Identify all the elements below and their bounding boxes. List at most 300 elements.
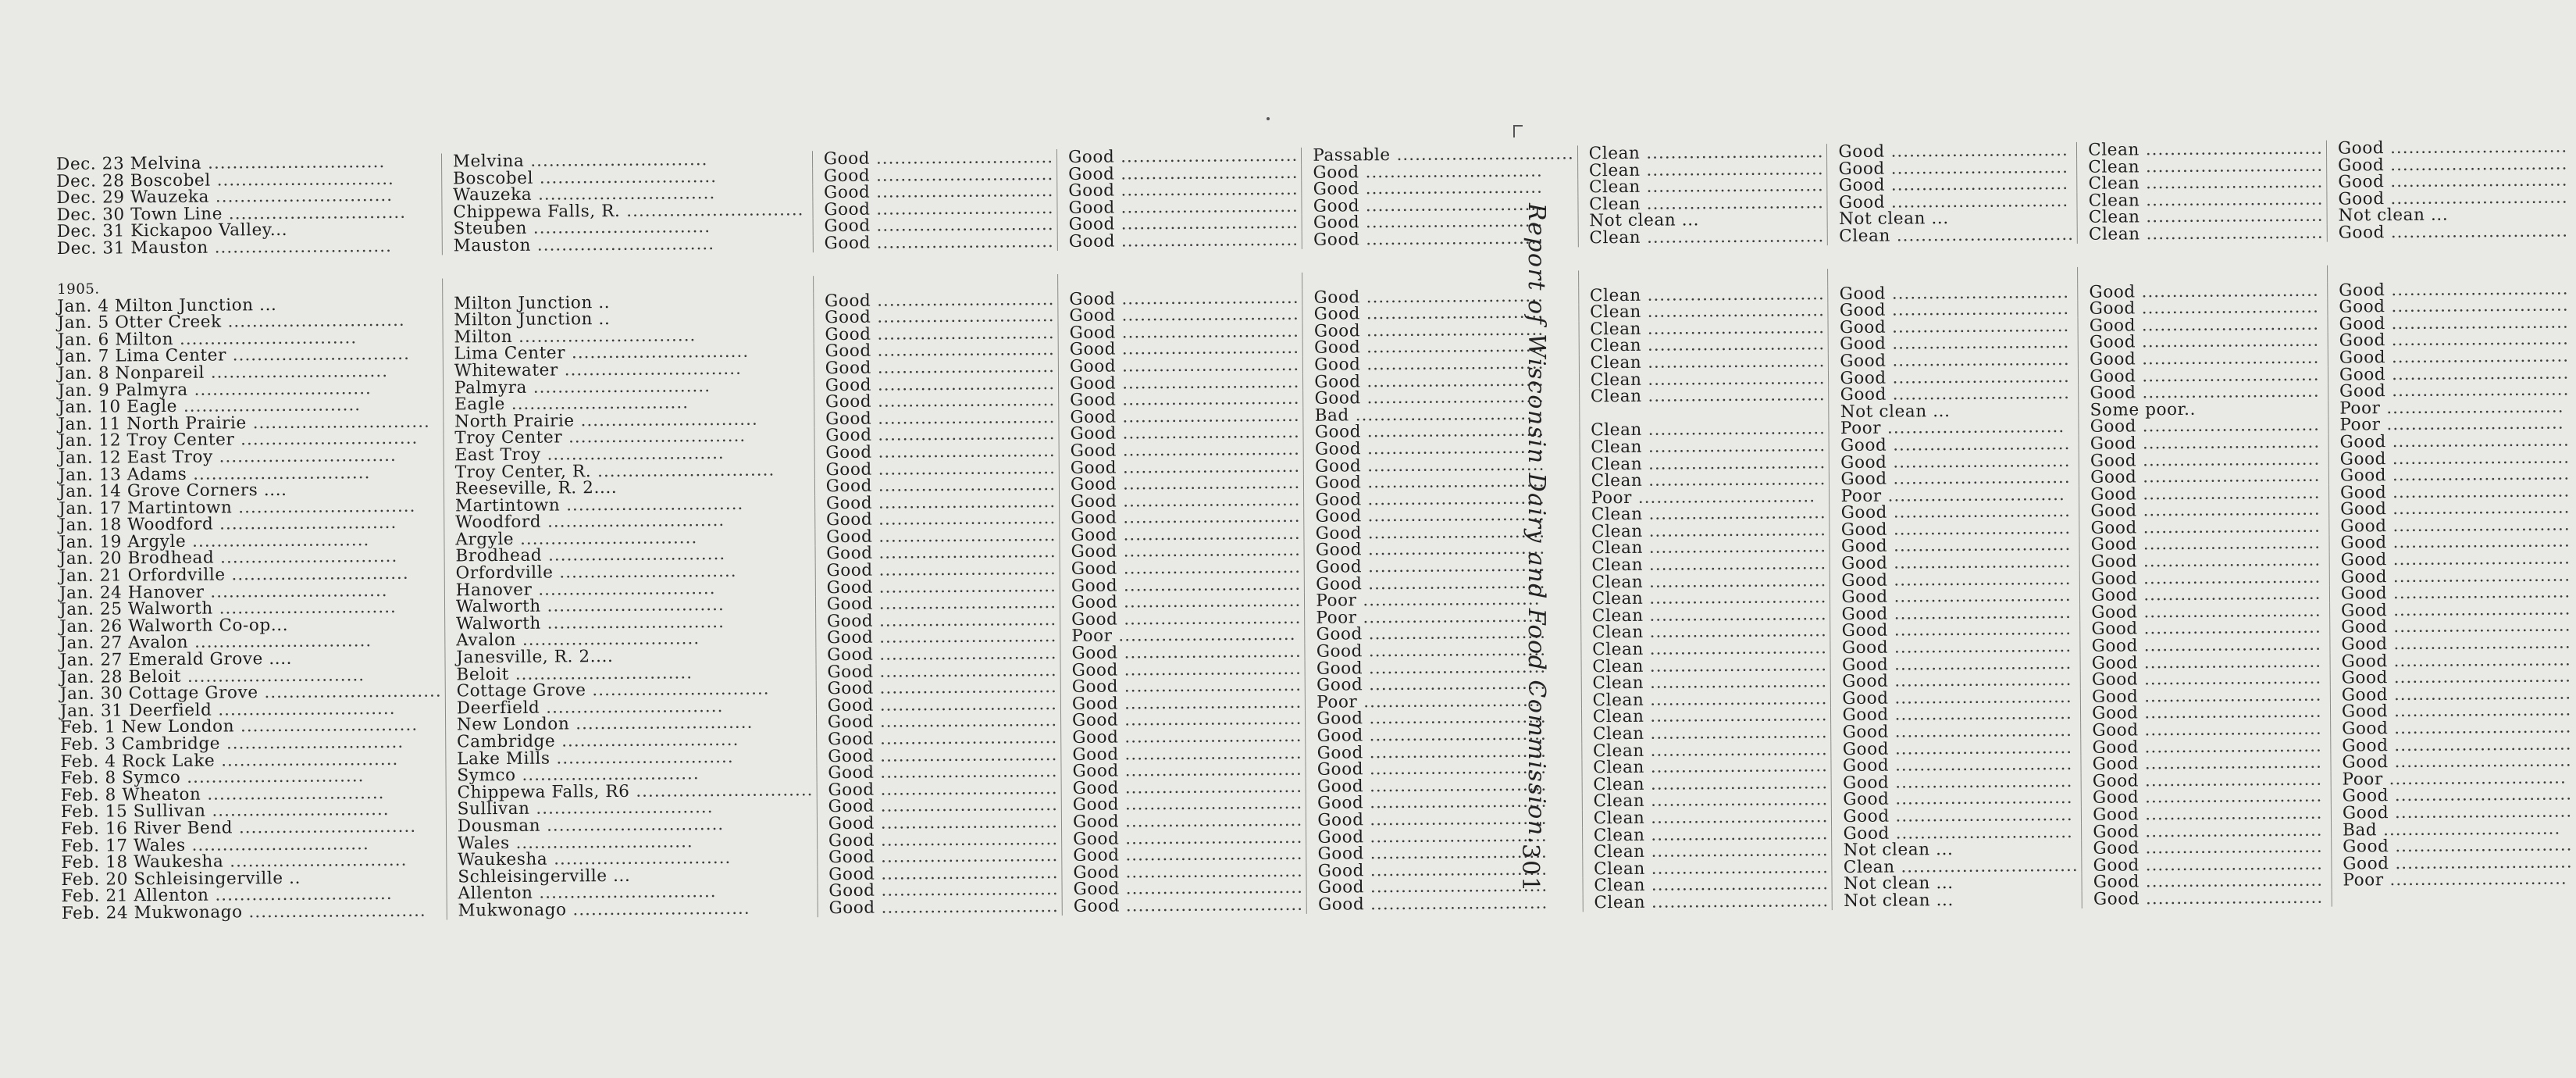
post-office: Chippewa Falls, R6 ..... (457, 782, 813, 801)
rating-5: Poor ..... (1840, 487, 2075, 505)
rating-4: Clean ..... (1591, 471, 1826, 490)
rating-3: Good ..... (1317, 659, 1578, 677)
rating-3: Bad ..... (1315, 405, 1577, 424)
rating-1: Good ..... (828, 865, 1058, 883)
rating-4: Clean ..... (1592, 657, 1827, 676)
post-office: Symco ..... (457, 765, 813, 784)
rating-7-cell (2327, 223, 2571, 241)
post-office: Boscobel ..... (453, 168, 809, 187)
rating-3: Poor ..... (1317, 692, 1578, 711)
rating-4: Clean ..... (1589, 177, 1824, 196)
rating-5: Good ..... (1842, 672, 2077, 691)
post-office: Wauzeka ..... (453, 184, 809, 204)
rating-7: Poor ..... (2339, 416, 2569, 434)
rating-4: Clean ..... (1592, 573, 1827, 591)
rating-5: Not clean ... (1840, 401, 1951, 422)
rating-7: Good ..... (2340, 500, 2570, 519)
rating-4: Clean ..... (1592, 589, 1827, 608)
factory-date-name: Jan. 14 Grove Corners .... (58, 480, 287, 502)
post-office: Argyle ..... (455, 529, 811, 548)
factory-date-name: Jan. 11 North Prairie ..... (58, 413, 440, 433)
rating-3: Good ..... (1315, 473, 1577, 491)
rating-2: Good ..... (1069, 232, 1299, 251)
rating-1: Good ..... (825, 234, 1054, 252)
rating-4: Clean ..... (1592, 640, 1827, 659)
rating-2: Good ..... (1071, 458, 1300, 477)
rating-6: Good ..... (2090, 384, 2325, 402)
rating-4: Clean ..... (1589, 144, 1824, 162)
rating-4-cell (1583, 893, 1833, 912)
post-office: Orfordville ..... (456, 562, 812, 582)
rating-1: Good ..... (828, 814, 1058, 833)
rating-4: Clean ..... (1593, 775, 1828, 794)
rating-7: Good ..... (2342, 736, 2571, 755)
rating-4: Clean ..... (1591, 353, 1826, 372)
rating-5: Good ..... (1842, 621, 2077, 640)
rating-3: Good ..... (1315, 490, 1577, 509)
factory-date-name: Jan. 24 Hanover ..... (59, 582, 441, 601)
rating-3: Good ..... (1315, 456, 1577, 475)
rating-5: Good ..... (1838, 142, 2073, 161)
rating-1-cell (818, 898, 1062, 917)
rating-6: Good ..... (2093, 771, 2328, 790)
rating-5: Poor ..... (1840, 419, 2075, 437)
rating-2: Good ..... (1073, 762, 1302, 780)
rating-6: Good ..... (2090, 502, 2325, 520)
rating-2: Good ..... (1071, 576, 1301, 595)
post-office: Wales ..... (458, 833, 814, 852)
rating-1: Good ..... (826, 477, 1056, 495)
rating-7: Good ..... (2338, 173, 2567, 191)
rating-1: Good ..... (827, 578, 1056, 597)
factory-date-name: Jan. 12 East Troy ..... (59, 447, 440, 466)
rating-5: Good ..... (1840, 368, 2075, 387)
rating-2: Good ..... (1071, 441, 1300, 460)
rating-1: Good ..... (827, 662, 1056, 681)
rating-3: Passable ..... (1313, 145, 1574, 164)
rating-3: Good ..... (1317, 676, 1578, 694)
factory-date-name: Jan. 19 Argyle ..... (59, 531, 440, 551)
rating-6: Good ..... (2090, 434, 2325, 453)
rating-3: Good ..... (1314, 372, 1576, 391)
rating-7: Poor ..... (2343, 871, 2572, 890)
rating-1: Good ..... (825, 325, 1054, 344)
rating-4: Clean ..... (1593, 708, 1828, 726)
factory-date-name: Jan. 6 Milton ..... (58, 329, 440, 348)
rating-3: Good ..... (1314, 287, 1576, 306)
rating-5: Good ..... (1844, 823, 2079, 842)
rating-3: Good ..... (1317, 776, 1579, 795)
rating-5: Good ..... (1843, 790, 2078, 808)
rating-6: Clean ..... (2089, 225, 2324, 244)
rating-1: Good ..... (826, 527, 1056, 546)
rating-4: Clean ..... (1594, 859, 1829, 878)
factory-date-name: Feb. 4 Rock Lake ..... (60, 751, 442, 770)
rating-1: Good ..... (826, 494, 1056, 512)
factory-date-name: Dec. 23 Melvina ..... (56, 154, 438, 173)
rating-4: Clean ..... (1594, 893, 1829, 912)
rating-4: Clean ..... (1591, 387, 1826, 405)
rating-4: Clean ..... (1590, 302, 1825, 321)
rating-2-cell (1057, 232, 1302, 251)
rating-3: Good ..... (1313, 162, 1574, 181)
rating-4: Clean ..... (1589, 228, 1824, 247)
rating-6: Good ..... (2090, 417, 2325, 436)
rating-1: Good ..... (825, 359, 1055, 377)
rating-2: Good ..... (1072, 677, 1302, 696)
rating-3: Good ..... (1313, 180, 1575, 198)
rating-6: Good ..... (2093, 822, 2328, 841)
post-office: Melvina ..... (453, 151, 809, 170)
factory-date-name: Jan. 12 Troy Center ..... (58, 430, 440, 450)
factory-date-name: Feb. 16 River Bend ..... (61, 819, 443, 838)
rating-6: Clean ..... (2088, 141, 2323, 159)
post-office: Allenton ..... (458, 883, 814, 903)
rating-7: Good ..... (2340, 432, 2570, 451)
rating-3: Good ..... (1314, 355, 1576, 373)
rating-4: Clean ..... (1591, 455, 1826, 473)
rating-5: Good ..... (1842, 638, 2077, 657)
rating-6: Good ..... (2090, 451, 2325, 469)
rating-2: Good ..... (1071, 492, 1300, 511)
rating-3: Good ..... (1314, 338, 1576, 357)
rating-6: Good ..... (2090, 468, 2325, 487)
rating-1: Good ..... (828, 898, 1058, 917)
rating-7: Good ..... (2342, 719, 2571, 738)
rating-7: Good ..... (2339, 280, 2568, 299)
rating-2: Good ..... (1070, 424, 1299, 443)
rating-2: Good ..... (1073, 795, 1302, 814)
rating-3: Good ..... (1316, 557, 1577, 576)
factory-date-name: Feb. 17 Wales ..... (61, 835, 443, 855)
rating-5: Good ..... (1840, 469, 2075, 488)
factory-date-name: Jan. 26 Walworth Co-op... (59, 615, 289, 637)
factory-date-name: Feb. 8 Wheaton ..... (61, 784, 443, 804)
rating-3: Good ..... (1318, 878, 1580, 897)
rating-5: Good ..... (1841, 554, 2076, 573)
rating-5: Good ..... (1840, 352, 2075, 370)
rating-4: Clean ..... (1592, 623, 1827, 642)
rating-5-cell (1832, 858, 2082, 876)
rating-1: Good ..... (828, 881, 1058, 900)
factory-date-name: Jan. 25 Walworth ..... (59, 599, 441, 619)
rating-4: Clean ..... (1589, 161, 1824, 180)
rating-3: Good ..... (1314, 321, 1576, 340)
rating-2: Good ..... (1069, 289, 1299, 308)
inspection-table (53, 138, 2576, 922)
december-rows (53, 138, 2571, 257)
rating-3: Poor ..... (1316, 591, 1577, 610)
rating-3: Good ..... (1317, 827, 1579, 846)
rating-2: Good ..... (1071, 526, 1300, 544)
post-office: Cottage Grove ..... (457, 680, 813, 700)
post-office: Reeseville, R. 2.... (454, 478, 618, 499)
factory-date-name: Feb. 20 Schleisingerville .. (61, 868, 301, 890)
rating-4-cell (1578, 228, 1828, 247)
rating-3: Poor ..... (1316, 608, 1577, 626)
rating-6: Good ..... (2091, 619, 2326, 638)
rating-3: Good ..... (1313, 196, 1575, 215)
rating-3: Good ..... (1318, 894, 1580, 913)
rating-4: Poor ..... (1591, 488, 1826, 507)
rating-3: Good ..... (1318, 844, 1580, 863)
post-office: Beloit ..... (456, 664, 812, 684)
rating-3: Good ..... (1316, 523, 1577, 542)
rating-7: Good ..... (2340, 516, 2570, 535)
rating-2: Good ..... (1071, 610, 1301, 629)
rating-7: Good ..... (2341, 635, 2571, 654)
post-office: Hanover ..... (456, 580, 812, 599)
rating-4: Clean ..... (1593, 758, 1828, 776)
rating-5: Good ..... (1840, 301, 2075, 319)
post-office: Milton Junction .. (454, 292, 611, 313)
rating-6: Good ..... (2091, 552, 2326, 571)
factory-date-name: Jan. 27 Avalon ..... (59, 633, 441, 652)
post-office: New London ..... (457, 715, 813, 734)
rating-5: Good ..... (1840, 318, 2075, 337)
rating-7: Good ..... (2341, 584, 2571, 603)
rating-6: Good ..... (2092, 704, 2327, 723)
rating-1: Good ..... (824, 183, 1053, 202)
rating-6-cell (2077, 225, 2327, 244)
rating-2: Good ..... (1068, 148, 1298, 166)
rating-6: Good ..... (2093, 890, 2328, 908)
rating-2: Good ..... (1070, 373, 1299, 392)
rating-3: Good ..... (1313, 213, 1575, 232)
post-office: Schleisingerville ... (458, 866, 631, 887)
post-office: Dousman ..... (458, 816, 814, 835)
rating-5: Good ..... (1843, 740, 2078, 759)
rating-7: Good ..... (2341, 618, 2571, 637)
factory-date-name: Feb. 24 Mukwonago ..... (62, 902, 444, 922)
rating-2: Good ..... (1071, 593, 1301, 612)
rating-5-cell (1833, 891, 2083, 910)
rating-7: Good ..... (2343, 803, 2572, 822)
post-office: Whitewater ..... (454, 360, 811, 380)
rating-6: Good ..... (2093, 873, 2328, 891)
rating-2: Good ..... (1073, 812, 1302, 831)
rating-4: Clean ..... (1593, 691, 1828, 709)
rating-6: Good ..... (2092, 653, 2327, 672)
rating-1: Good ..... (825, 392, 1055, 411)
rating-1: Good ..... (824, 216, 1053, 235)
rating-5: Good ..... (1839, 193, 2074, 212)
rating-5-cell (1832, 874, 2082, 893)
rating-2: Poor ..... (1071, 626, 1301, 645)
rating-6: Good ..... (2093, 788, 2328, 807)
rating-3: Good ..... (1317, 760, 1579, 779)
rating-7: Good ..... (2339, 348, 2569, 366)
rating-6: Good ..... (2090, 299, 2325, 318)
rating-1: Good ..... (824, 149, 1053, 168)
rating-2: Good ..... (1069, 215, 1299, 234)
rating-5: Good ..... (1840, 284, 2075, 302)
ink-speck (1267, 117, 1270, 120)
rating-4: Clean ..... (1591, 437, 1826, 456)
rating-6: Good ..... (2092, 737, 2327, 756)
rating-3: Good ..... (1316, 541, 1577, 559)
rating-5: Good ..... (1843, 773, 2078, 792)
rating-1: Good ..... (825, 409, 1055, 428)
rating-5: Good ..... (1841, 537, 2076, 555)
rating-3: Good ..... (1315, 439, 1577, 458)
post-office: Eagle ..... (454, 394, 811, 413)
post-office: Milton Junction .. (454, 309, 611, 330)
post-office: Lake Mills ..... (457, 748, 813, 768)
rating-7: Good ..... (2342, 753, 2571, 772)
factory-date-name: Feb. 3 Cambridge ..... (60, 734, 442, 754)
rating-4: Not clean ... (1589, 210, 1700, 231)
post-office: Palmyra ..... (454, 377, 811, 397)
rating-7-cell (2332, 887, 2576, 906)
post-office: Avalon ..... (456, 630, 812, 650)
rating-6: Good ..... (2093, 805, 2328, 824)
post-office: Brodhead ..... (455, 546, 811, 566)
rating-6: Good ..... (2092, 670, 2327, 689)
rating-2: Good ..... (1071, 475, 1300, 494)
rating-4: Clean ..... (1591, 539, 1826, 558)
factory-date-name-cell (59, 902, 447, 922)
rating-1: Good ..... (828, 780, 1057, 799)
rating-7: Not clean ... (2338, 205, 2449, 226)
rating-4: Clean ..... (1591, 522, 1826, 541)
rating-6: Some poor.. (2090, 399, 2197, 420)
post-office: Janesville, R. 2.... (456, 647, 614, 668)
rating-7: Poor ..... (2343, 769, 2572, 788)
rating-4: Clean ..... (1591, 420, 1826, 439)
rating-2: Good ..... (1071, 542, 1301, 561)
factory-date-name: Feb. 21 Allenton ..... (62, 886, 444, 905)
rating-4: Clean ..... (1591, 555, 1826, 574)
factory-date-name: Jan. 31 Deerfield ..... (60, 700, 442, 719)
rating-7: Good ..... (2342, 702, 2571, 721)
factory-date-name: Jan. 28 Beloit ..... (60, 666, 442, 686)
post-office: Troy Center ..... (454, 428, 811, 448)
rating-2: Good ..... (1072, 711, 1302, 730)
rating-1: Good ..... (827, 594, 1056, 613)
rating-3: Good ..... (1317, 810, 1579, 829)
rating-5: Good ..... (1841, 503, 2076, 522)
corner-mark (1513, 125, 1515, 137)
rating-6: Good ..... (2093, 755, 2328, 773)
factory-date-name: Feb. 8 Symco ..... (60, 768, 442, 787)
rating-7: Poor ..... (2339, 398, 2569, 417)
rating-5-cell (1832, 823, 2082, 842)
rating-5: Good ..... (1842, 689, 2077, 708)
post-office: Troy Center, R. ..... (455, 462, 811, 481)
rating-7: Good ..... (2339, 331, 2569, 350)
post-office: Lima Center ..... (454, 344, 811, 363)
rating-2: Good ..... (1073, 846, 1302, 865)
factory-date-name: Jan. 20 Brodhead ..... (59, 548, 441, 568)
rating-5: Good ..... (1841, 520, 2076, 539)
rating-1: Good ..... (825, 341, 1054, 360)
rating-2: Good ..... (1069, 306, 1299, 325)
rating-7: Good ..... (2342, 669, 2571, 687)
rating-4: Clean ..... (1594, 826, 1829, 844)
post-office-cell (447, 900, 818, 919)
rating-2: Good ..... (1073, 863, 1302, 882)
rating-6: Good ..... (2089, 282, 2324, 301)
rating-1: Good ..... (828, 797, 1058, 816)
rating-5: Good ..... (1843, 723, 2078, 741)
rating-5: Good ..... (1840, 452, 2075, 471)
rating-4: Clean ..... (1590, 286, 1825, 305)
factory-date-name: Jan. 21 Orfordville ..... (59, 566, 441, 585)
rating-2: Good ..... (1070, 357, 1299, 376)
rating-3: Good ..... (1317, 641, 1578, 660)
rating-1: Good ..... (827, 679, 1056, 698)
page-number: 301 (1516, 844, 1544, 894)
rating-5: Clean ..... (1844, 858, 2079, 876)
rating-2: Good ..... (1072, 660, 1302, 679)
rating-2: Good ..... (1068, 164, 1298, 183)
rating-4: Clean ..... (1589, 195, 1824, 213)
rating-5: Good ..... (1840, 334, 2075, 353)
post-office: Cambridge ..... (457, 731, 813, 751)
rating-1: Good ..... (827, 628, 1056, 647)
rating-4: Clean ..... (1590, 337, 1825, 355)
rating-6: Clean ..... (2089, 191, 2324, 209)
rating-1: Good ..... (828, 763, 1057, 782)
rating-4: Clean ..... (1593, 724, 1828, 743)
rating-6: Good ..... (2091, 569, 2326, 587)
rating-2: Good ..... (1071, 644, 1301, 662)
rating-5: Clean ..... (1839, 227, 2074, 245)
rating-4: Clean ..... (1593, 792, 1828, 811)
factory-date-name: Jan. 17 Martintown ..... (59, 498, 440, 517)
post-office: Walworth ..... (456, 596, 812, 616)
rating-1: Good ..... (828, 831, 1058, 850)
post-office: Chippewa Falls, R. ..... (453, 202, 809, 221)
post-office: Woodford ..... (455, 512, 811, 532)
rating-7: Good ..... (2341, 651, 2571, 670)
rating-2-cell (1062, 897, 1306, 916)
rating-6: Clean ..... (2088, 157, 2323, 176)
january-february-rows (54, 280, 2576, 922)
rating-4: Clean ..... (1593, 741, 1828, 760)
factory-date-name: Dec. 30 Town Line ..... (56, 204, 438, 223)
rating-3: Good ..... (1314, 305, 1576, 323)
rating-7: Good ..... (2341, 551, 2571, 569)
rating-3: Good ..... (1315, 423, 1577, 441)
rating-1: Good ..... (826, 460, 1056, 479)
rating-1: Good ..... (825, 291, 1054, 310)
factory-date-name: Jan. 5 Otter Creek ..... (57, 312, 439, 332)
rating-3: Good ..... (1317, 726, 1578, 744)
factory-date-name-cell (54, 237, 442, 257)
post-office: Martintown ..... (455, 495, 811, 515)
factory-date-name: Jan. 4 Milton Junction ... (57, 294, 277, 316)
rating-1: Good ..... (827, 645, 1056, 664)
rating-1: Good ..... (828, 730, 1057, 748)
factory-date-name: Dec. 31 Mauston ..... (57, 238, 439, 258)
rating-5: Good ..... (1839, 176, 2074, 195)
rating-6: Good ..... (2091, 519, 2326, 537)
post-office: Mukwonago ..... (458, 900, 814, 919)
rating-4: Clean ..... (1591, 505, 1826, 523)
post-office: Walworth ..... (456, 613, 812, 633)
factory-date-name: Jan. 8 Nonpareil ..... (58, 362, 440, 382)
rating-5: Good ..... (1842, 655, 2077, 674)
factory-date-name: Feb. 1 New London ..... (60, 717, 442, 737)
rating-7: Good ..... (2341, 601, 2571, 619)
rating-1: Good ..... (825, 308, 1054, 327)
factory-date-name: Jan. 10 Eagle ..... (58, 397, 440, 416)
rating-6: Good ..... (2090, 366, 2325, 385)
factory-date-name: Jan. 30 Cottage Grove ..... (60, 684, 442, 703)
year-label: 1905. (57, 280, 100, 298)
